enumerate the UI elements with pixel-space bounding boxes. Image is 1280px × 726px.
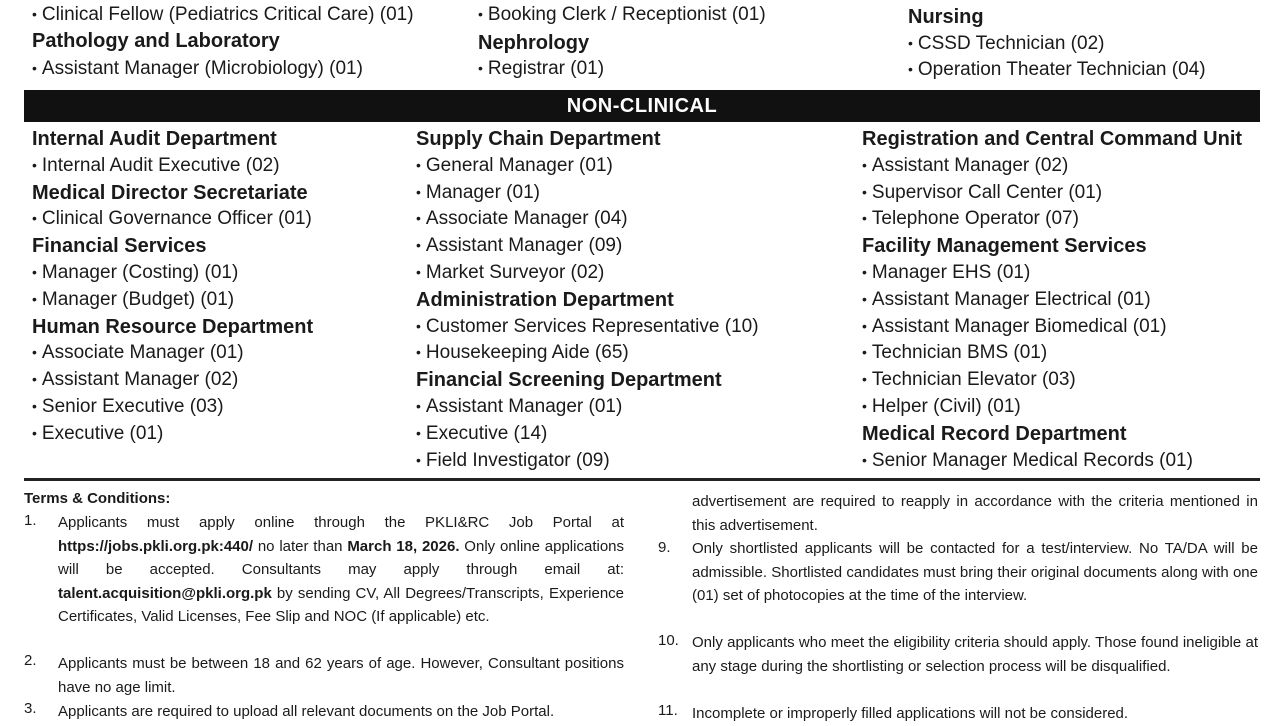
section-heading: Registration and Central Command Unit xyxy=(862,128,1243,150)
section-heading: Pathology and Laboratory xyxy=(32,30,280,52)
term-number: 11. xyxy=(658,702,678,719)
section-heading: Medical Record Department xyxy=(862,423,1127,445)
list-item: • Assistant Manager (09) xyxy=(416,235,622,257)
list-item: • Market Surveyor (02) xyxy=(416,262,604,284)
list-item: • Manager (01) xyxy=(416,182,540,204)
term-3: Applicants are required to upload all relevant documents on the Job Portal. xyxy=(58,703,555,720)
term-text: no later than xyxy=(253,537,348,555)
list-item: • Internal Audit Executive (02) xyxy=(32,155,280,177)
term-number: 10. xyxy=(658,632,679,649)
list-item: • Senior Executive (03) xyxy=(32,396,224,418)
list-item: • Assistant Manager Electrical (01) xyxy=(862,289,1151,311)
term-9: Only shortlisted applicants will be contacted for a test/interview. No TA/DA will be admissible. Shortlisted candidates must bring their original documents along with one (01) set of photocopies at the time of the interview. xyxy=(692,540,1258,604)
section-heading: Nursing xyxy=(908,6,984,28)
list-item: • Associate Manager (04) xyxy=(416,208,628,230)
list-item: • Senior Manager Medical Records (01) xyxy=(862,450,1193,472)
section-heading: Administration Department xyxy=(416,289,674,311)
list-item: • Operation Theater Technician (04) xyxy=(908,59,1206,81)
term-11: Incomplete or improperly filled applications will not be considered. xyxy=(692,705,1129,722)
section-heading: Human Resource Department xyxy=(32,316,314,338)
list-item: • Clinical Governance Officer (01) xyxy=(32,208,312,230)
list-item: • Assistant Manager (Microbiology) (01) xyxy=(32,58,363,80)
list-item: • General Manager (01) xyxy=(416,155,613,177)
section-heading: Financial Screening Department xyxy=(416,369,722,391)
divider xyxy=(24,478,1260,481)
term-2: Applicants must be between 18 and 62 years of age. However, Consultant positions have no age limit. xyxy=(58,655,624,696)
list-item: • Helper (Civil) (01) xyxy=(862,396,1021,418)
list-item: • Technician Elevator (03) xyxy=(862,369,1076,391)
list-item: • Executive (14) xyxy=(416,423,547,445)
term-10: Only applicants who meet the eligibility criteria should apply. Those found ineligible at any stage during the shortlisting or selection process will be disqualified. xyxy=(692,634,1258,675)
list-item: • Clinical Fellow (Pediatrics Critical Care) (01) xyxy=(32,4,414,26)
list-item: • Field Investigator (09) xyxy=(416,450,610,472)
list-item: • Telephone Operator (07) xyxy=(862,208,1079,230)
portal-link[interactable]: https://jobs.pkli.org.pk:440/ xyxy=(58,537,254,555)
list-item: • Registrar (01) xyxy=(478,58,604,80)
terms-title: Terms & Conditions: xyxy=(24,490,171,507)
list-item: • Housekeeping Aide (65) xyxy=(416,342,629,364)
section-heading: Facility Management Services xyxy=(862,235,1147,257)
list-item: • Booking Clerk / Receptionist (01) xyxy=(478,4,766,26)
term-8-continued: advertisement are required to reapply in accordance with the criteria mentioned in this advertisement. xyxy=(692,493,1258,534)
list-item: • Assistant Manager Biomedical (01) xyxy=(862,316,1167,338)
section-heading: Medical Director Secretariate xyxy=(32,182,308,204)
list-item: • Associate Manager (01) xyxy=(32,342,244,364)
section-heading: Internal Audit Department xyxy=(32,128,277,150)
list-item: • Supervisor Call Center (01) xyxy=(862,182,1102,204)
term-number: 3. xyxy=(24,700,37,717)
list-item: • Manager EHS (01) xyxy=(862,262,1030,284)
list-item: • Manager (Budget) (01) xyxy=(32,289,234,311)
list-item: • Customer Services Representative (10) xyxy=(416,316,759,338)
term-number: 1. xyxy=(24,512,37,529)
list-item: • Technician BMS (01) xyxy=(862,342,1047,364)
term-text: Applicants must apply online through the PKLI&RC Job Portal at xyxy=(58,514,624,531)
term-1 xyxy=(58,511,624,629)
term-number: 9. xyxy=(658,539,671,556)
list-item: • Manager (Costing) (01) xyxy=(32,262,238,284)
email-link[interactable]: talent.acquisition@pkli.org.pk xyxy=(58,584,272,602)
list-item: • Assistant Manager (02) xyxy=(862,155,1068,177)
section-heading: Financial Services xyxy=(32,235,207,257)
section-banner: NON-CLINICAL xyxy=(24,90,1260,122)
section-heading: Supply Chain Department xyxy=(416,128,661,150)
section-heading: Nephrology xyxy=(478,32,590,54)
list-item: • CSSD Technician (02) xyxy=(908,33,1104,55)
term-text: Only online applications will be accepted. Consultants may apply through email at: xyxy=(58,537,625,578)
list-item: • Assistant Manager (01) xyxy=(416,396,622,418)
term-number: 2. xyxy=(24,652,37,669)
deadline-date: March 18, 2026. xyxy=(347,537,460,555)
list-item: • Assistant Manager (02) xyxy=(32,369,238,391)
term-text: by sending CV, All Degrees/Transcripts, Experience Certificates, Valid Licenses, Fee Slip and NOC (If applicable) etc. xyxy=(58,584,624,625)
list-item: • Executive (01) xyxy=(32,423,163,445)
